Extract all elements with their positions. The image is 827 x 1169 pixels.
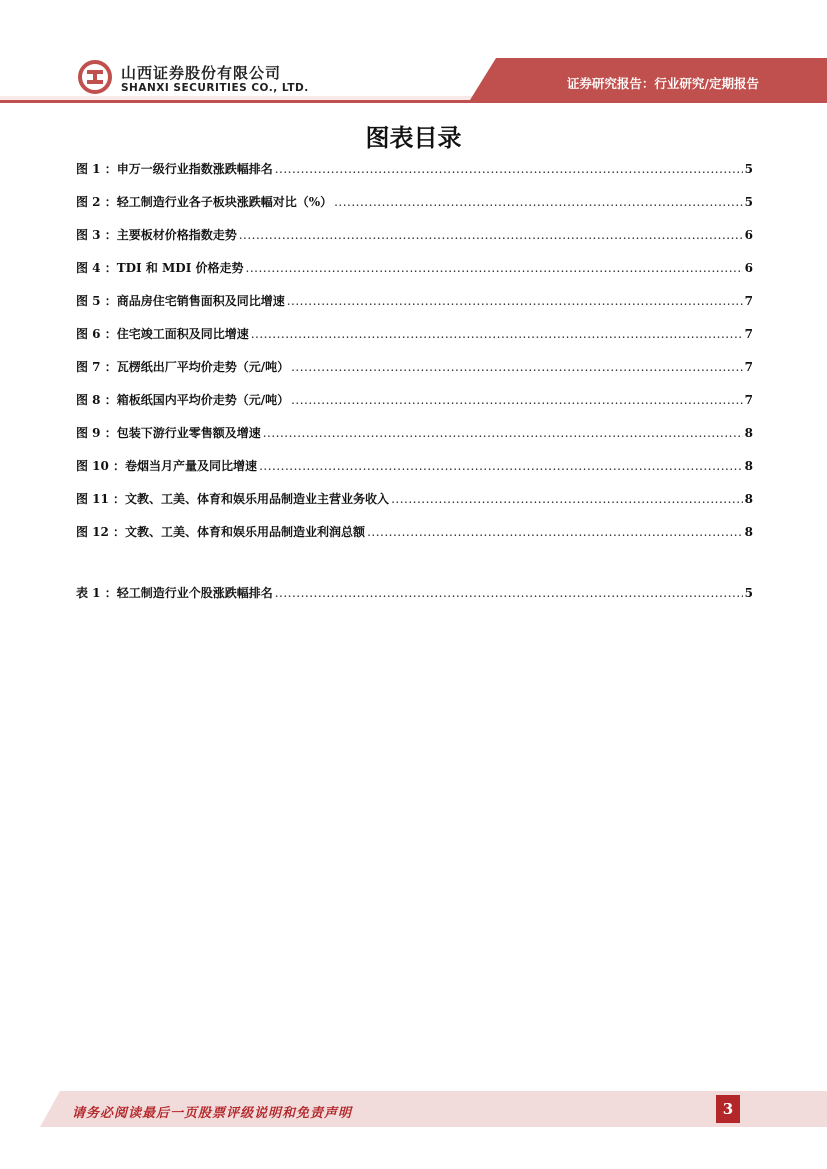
page-number: 3 (716, 1095, 740, 1123)
toc-entry-label: 图 2 ：轻工制造行业各子板块涨跌幅对比（%） (76, 195, 333, 209)
company-name-en: SHANXI SECURITIES CO., LTD. (121, 82, 309, 94)
toc-entry-page: 7 (744, 393, 753, 407)
toc-leader-dots (246, 261, 743, 275)
disclaimer-notice: 请务必阅读最后一页股票评级说明和免责声明 (72, 1106, 353, 1121)
toc-entry-label: 图 9 ：包装下游行业零售额及增速 (76, 426, 261, 440)
toc-entry-label: 图 3 ：主要板材价格指数走势 (76, 228, 237, 242)
toc-leader-dots (391, 492, 743, 506)
toc-leader-dots (275, 586, 743, 600)
toc-entry-label: 图 4 ：TDI 和 MDI 价格走势 (76, 261, 244, 275)
toc-table-entry[interactable] (76, 584, 753, 604)
toc-entry[interactable] (76, 490, 753, 510)
toc-entry[interactable] (76, 457, 753, 477)
toc-entry[interactable] (76, 292, 753, 312)
toc-entry-label: 表 1 ：轻工制造行业个股涨跌幅排名 (76, 586, 273, 600)
toc-entry-page: 6 (744, 261, 753, 275)
page-title: 图表目录 (365, 123, 462, 152)
toc-entry-page: 5 (744, 586, 753, 600)
toc-entry-label: 图 8 ：箱板纸国内平均价走势（元/吨） (76, 393, 290, 407)
toc-entry[interactable] (76, 259, 753, 279)
toc-entry-label: 图 11 ：文教、工美、体育和娱乐用品制造业主营业务收入 (76, 492, 390, 506)
toc-entry-label: 图 5 ：商品房住宅销售面积及同比增速 (76, 294, 285, 308)
page-header (0, 0, 827, 110)
toc-leader-dots (239, 228, 743, 242)
company-logo-icon (78, 60, 112, 94)
toc-leader-dots (334, 195, 743, 209)
toc-leader-dots (291, 360, 743, 374)
toc-leader-dots (367, 525, 743, 539)
toc-entry[interactable] (76, 325, 753, 345)
toc-entry[interactable] (76, 523, 753, 543)
toc-entry-page: 6 (744, 228, 753, 242)
toc-entry-page: 7 (744, 360, 753, 374)
company-name-cn: 山西证券股份有限公司 (121, 64, 282, 82)
toc-entry-page: 5 (744, 195, 753, 209)
toc-entry-page: 7 (744, 327, 753, 341)
toc-entry-label: 图 1 ：申万一级行业指数涨跌幅排名 (76, 162, 273, 176)
toc-entry-page: 5 (744, 162, 753, 176)
toc-entry-page: 8 (744, 459, 753, 473)
toc-leader-dots (259, 459, 743, 473)
toc-entry-page: 8 (744, 426, 753, 440)
toc-leader-dots (287, 294, 743, 308)
toc-entry-label: 图 12 ：文教、工美、体育和娱乐用品制造业利润总额 (76, 525, 366, 539)
toc-entry[interactable] (76, 226, 753, 246)
toc-leader-dots (291, 393, 743, 407)
toc-entry[interactable] (76, 424, 753, 444)
toc-entry-label: 图 6 ：住宅竣工面积及同比增速 (76, 327, 249, 341)
toc-entry[interactable] (76, 358, 753, 378)
toc-entry[interactable] (76, 160, 753, 180)
toc-entry[interactable] (76, 193, 753, 213)
toc-leader-dots (251, 327, 743, 341)
toc-entry-page: 8 (744, 525, 753, 539)
toc-leader-dots (263, 426, 743, 440)
report-type-label: 证券研究报告：行业研究/定期报告 (566, 76, 759, 91)
toc-entry-label: 图 10 ：卷烟当月产量及同比增速 (76, 459, 258, 473)
toc-entry-page: 7 (744, 294, 753, 308)
toc-leader-dots (275, 162, 743, 176)
toc-entry[interactable] (76, 391, 753, 411)
toc-entry-page: 8 (744, 492, 753, 506)
toc-entry-label: 图 7 ：瓦楞纸出厂平均价走势（元/吨） (76, 360, 290, 374)
